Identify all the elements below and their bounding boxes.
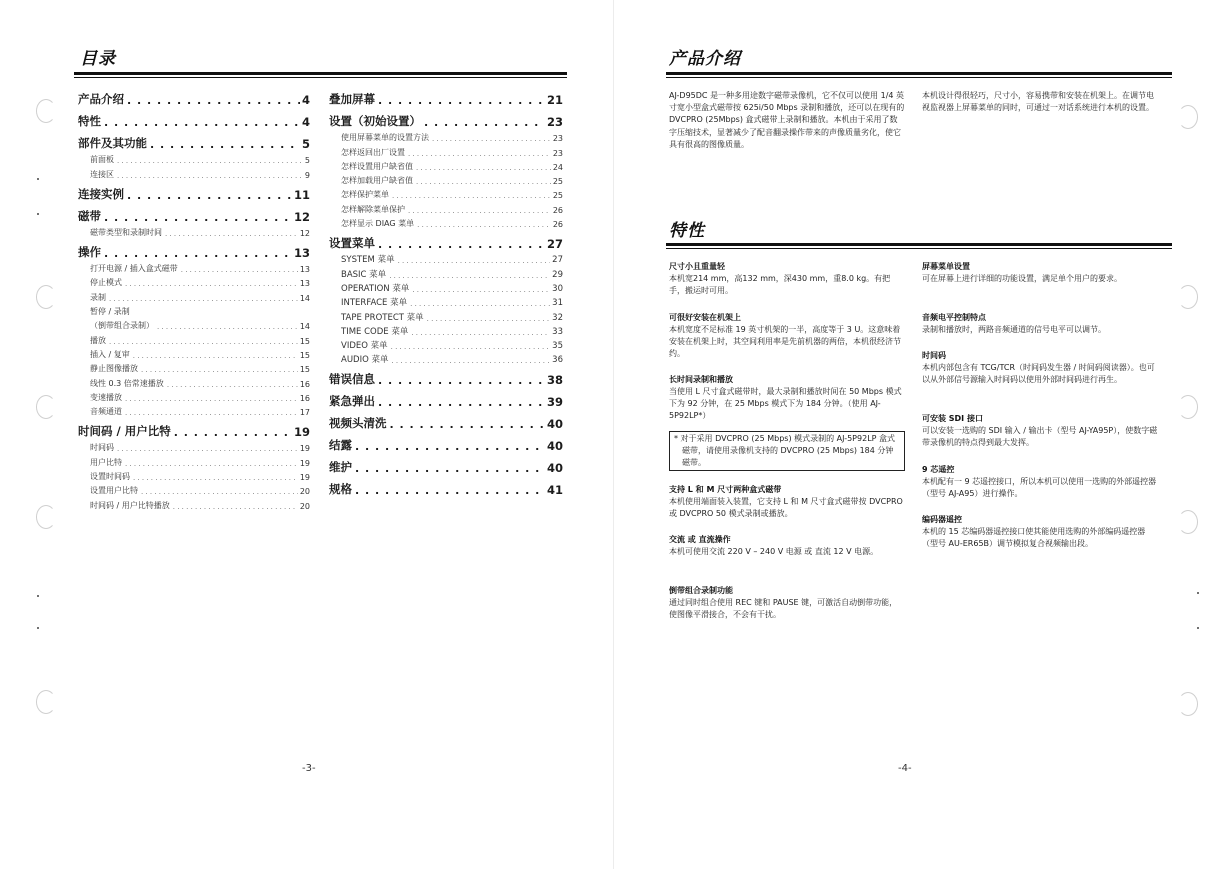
- toc-entry-label: （倒带组合录制）: [90, 320, 157, 331]
- toc-entry-page: 17: [299, 408, 310, 418]
- toc-entry-label: 时间码: [90, 442, 117, 453]
- toc-entry: [329, 265, 563, 279]
- feature-item: [669, 484, 905, 520]
- toc-entry-label: 磁带: [78, 208, 104, 224]
- toc-leader-dots: [133, 352, 298, 360]
- feature-title: 音频电平控制特点: [922, 313, 986, 322]
- toc-entry-page: 16: [299, 393, 310, 403]
- toc-leader-dots: [416, 178, 551, 186]
- toc-entry-label: 连接实例: [78, 186, 127, 202]
- feature-item: [669, 374, 905, 422]
- toc-entry-label: 操作: [78, 244, 104, 260]
- title-rule-thick: [74, 72, 567, 75]
- toc-entry: [78, 389, 310, 403]
- toc-entry-page: 33: [552, 326, 563, 337]
- toc-entry-page: 19: [293, 425, 310, 440]
- toc-entry: [78, 274, 310, 288]
- toc-leader-dots: [355, 484, 545, 497]
- toc-entry-page: 14: [299, 322, 310, 332]
- toc-entry: [78, 241, 310, 260]
- feature-item: [922, 261, 1158, 285]
- toc-entry: [78, 260, 310, 274]
- toc-entry-page: 5: [301, 137, 310, 151]
- toc-leader-dots: [391, 343, 551, 351]
- feature-title: 尺寸小且重量轻: [669, 262, 725, 271]
- toc-entry-label: 播放: [90, 335, 109, 346]
- feature-desc: 本机的 15 芯编码器遥控接口使其能使用选购的外部编码遥控器（型号 AU-ER65B）调节模拟复合视频输出段。: [922, 527, 1146, 548]
- page-number-left: -3-: [302, 763, 316, 774]
- toc-leader-dots: [432, 135, 551, 143]
- toc-entry-page: 16: [299, 379, 310, 389]
- toc-entry: [78, 468, 310, 482]
- toc-entry-label: 怎样返回出厂设置: [341, 147, 408, 158]
- toc-leader-dots: [104, 211, 292, 224]
- toc-entry: [329, 251, 563, 265]
- scan-speck: [37, 178, 39, 180]
- toc-entry: [78, 420, 310, 439]
- toc-entry: [329, 110, 563, 129]
- feature-title: 交流 或 直流操作: [669, 535, 731, 544]
- toc-entry-page: 9: [304, 170, 310, 180]
- toc-entry-page: 25: [552, 191, 563, 201]
- toc-entry: [329, 172, 563, 186]
- toc-entry-page: 23: [552, 134, 563, 144]
- toc-entry: [329, 308, 563, 322]
- punch-hole-mark: [36, 285, 56, 309]
- toc-entry-label: TAPE PROTECT 菜单: [341, 311, 427, 323]
- toc-entry: [329, 412, 563, 431]
- toc-entry: [78, 132, 310, 151]
- scan-speck: [37, 595, 39, 597]
- feature-item: [669, 261, 905, 297]
- toc-entry-label: 前面板: [90, 154, 117, 165]
- toc-leader-dots: [355, 440, 545, 453]
- feature-desc: 本机内部包含有 TCG/TCR（时间码发生器 / 时间码阅读器）。也可以从外部信号源输入时间码以使用外部时间码进行再生。: [922, 363, 1155, 384]
- features-rule-thin: [666, 248, 1172, 249]
- features-rule-thick: [666, 243, 1172, 246]
- toc-leader-dots: [117, 445, 298, 453]
- toc-entry-page: 20: [299, 501, 310, 511]
- feature-desc: 通过同时组合使用 REC 键和 PAUSE 键，可激活自动倒带功能，使图像平滑接合，不会有干扰。: [669, 598, 898, 619]
- punch-hole-mark: [36, 690, 56, 714]
- toc-entry-label: 怎样设置用户缺省值: [341, 161, 416, 172]
- toc-entry-page: 4: [301, 115, 310, 129]
- toc-entry-label: OPERATION 菜单: [341, 282, 412, 294]
- scan-speck: [37, 213, 39, 215]
- toc-entry-page: 23: [552, 148, 563, 158]
- toc-entry-label: 产品介绍: [78, 91, 127, 107]
- toc-leader-dots: [417, 221, 551, 229]
- toc-entry-label: BASIC 菜单: [341, 268, 389, 280]
- toc-leader-dots: [125, 395, 298, 403]
- toc-entry: [329, 294, 563, 308]
- toc-entry-page: 31: [552, 298, 563, 309]
- feature-item: [922, 514, 1158, 550]
- toc-leader-dots: [391, 357, 550, 365]
- feature-title: 编码器遥控: [922, 515, 962, 524]
- toc-entry-page: 15: [299, 350, 310, 360]
- toc-leader-dots: [416, 164, 551, 172]
- toc-entry: [329, 337, 563, 351]
- toc-entry: [78, 482, 310, 496]
- toc-entry-page: 19: [299, 473, 310, 483]
- feature-title: 时间码: [922, 351, 946, 360]
- toc-entry-label: 结露: [329, 437, 355, 453]
- toc-entry-label: 使用屏幕菜单的设置方法: [341, 132, 432, 143]
- toc-entry: [329, 143, 563, 157]
- toc-entry: [78, 374, 310, 388]
- section-title-features: 特性: [669, 221, 705, 241]
- toc-entry: [329, 323, 563, 337]
- toc-entry-label: 静止图像播放: [90, 363, 141, 374]
- toc-entry-label: 特性: [78, 113, 104, 129]
- toc-leader-dots: [424, 116, 545, 129]
- toc-leader-dots: [408, 207, 551, 215]
- page-title-intro: 产品介绍: [669, 49, 741, 69]
- toc-leader-dots: [104, 116, 300, 129]
- toc-entry-page: 40: [546, 439, 563, 454]
- feature-desc: 本机可使用交流 220 V – 240 V 电源 或 直流 12 V 电源。: [669, 547, 879, 556]
- toc-entry-page: 26: [552, 220, 563, 230]
- toc-entry-page: 26: [552, 205, 563, 215]
- toc-entry-label: 叠加屏幕: [329, 91, 378, 107]
- toc-entry-page: 21: [546, 93, 563, 107]
- toc-leader-dots: [398, 257, 551, 265]
- toc-entry: [329, 434, 563, 453]
- toc-leader-dots: [157, 323, 298, 331]
- toc-column-1: [78, 85, 310, 511]
- toc-leader-dots: [117, 172, 303, 180]
- feature-desc: 本机宽度不足标准 19 英寸机架的一半，高度等于 3 U。这意味着安装在机架上时，其空间利用率是先前机器的两倍，本机很经济节约。: [669, 325, 901, 358]
- toc-entry-page: 15: [299, 336, 310, 346]
- toc-entry: [78, 346, 310, 360]
- toc-entry: [78, 110, 310, 129]
- toc-leader-dots: [389, 272, 550, 280]
- toc-entry-label: VIDEO 菜单: [341, 339, 391, 351]
- toc-leader-dots: [127, 94, 300, 107]
- intro-rule-thick: [666, 72, 1172, 75]
- toc-leader-dots: [167, 381, 298, 389]
- toc-entry-label: 时间码 / 用户比特播放: [90, 500, 173, 511]
- punch-hole-mark: [36, 99, 56, 123]
- toc-entry-label: 设置用户比特: [90, 485, 141, 496]
- toc-leader-dots: [125, 280, 298, 288]
- toc-entry: [78, 205, 310, 224]
- toc-entry-label: 磁带类型和录制时间: [90, 227, 165, 238]
- toc-entry: [78, 303, 310, 317]
- toc-leader-dots: [104, 247, 292, 260]
- toc-leader-dots: [410, 300, 550, 308]
- toc-leader-dots: [427, 315, 551, 323]
- toc-entry-page: 12: [299, 228, 310, 238]
- toc-entry-page: 14: [299, 293, 310, 303]
- toc-entry: [329, 351, 563, 365]
- toc-leader-dots: [141, 366, 298, 374]
- title-rule-thin: [74, 77, 567, 78]
- toc-entry-page: 23: [546, 115, 563, 129]
- toc-entry-page: 39: [546, 395, 563, 410]
- toc-entry: [329, 200, 563, 214]
- toc-leader-dots: [109, 295, 298, 303]
- toc-entry-page: 11: [293, 187, 310, 202]
- toc-entry-page: 27: [552, 255, 563, 266]
- intro-paragraph-2: 本机设计得很轻巧，尺寸小，容易携带和安装在机架上。在调节电视监视器上屏幕菜单的同时，可通过一对话系统进行本机的设置。: [922, 91, 1154, 113]
- toc-leader-dots: [125, 409, 298, 417]
- toc-leader-dots: [150, 138, 300, 151]
- toc-leader-dots: [125, 460, 298, 468]
- toc-leader-dots: [408, 150, 551, 158]
- toc-entry: [329, 232, 563, 251]
- feature-desc: 可在屏幕上进行详细的功能设置，满足单个用户的要求。: [922, 274, 1122, 283]
- toc-entry-label: 音频通道: [90, 406, 125, 417]
- toc-entry-label: TIME CODE 菜单: [341, 325, 411, 337]
- feature-title: 可安装 SDI 接口: [922, 414, 983, 423]
- toc-entry-page: 38: [546, 373, 563, 388]
- toc-entry: [329, 158, 563, 172]
- punch-hole-mark: [1178, 510, 1198, 534]
- toc-entry-label: 怎样加载用户缺省值: [341, 175, 416, 186]
- punch-hole-mark: [1178, 105, 1198, 129]
- toc-leader-dots: [117, 157, 303, 165]
- toc-entry-page: 13: [299, 265, 310, 275]
- feature-desc: 本机宽214 mm，高132 mm，深430 mm，重8.0 kg。有把手，搬运时可用。: [669, 274, 891, 295]
- feature-title: 屏幕菜单设置: [922, 262, 970, 271]
- feature-desc: 本机配有一 9 芯遥控接口，所以本机可以使用一选购的外部遥控器（型号 AJ-A95）进行操作。: [922, 477, 1157, 498]
- toc-leader-dots: [173, 503, 298, 511]
- toc-entry-label: 线性 0.3 倍常速播放: [90, 378, 167, 389]
- toc-entry-page: 25: [552, 177, 563, 187]
- toc-entry-page: 27: [546, 237, 563, 252]
- feature-item: [922, 413, 1158, 449]
- toc-entry-label: 录制: [90, 292, 109, 303]
- toc-entry-label: 暂停 / 录制: [90, 306, 133, 317]
- toc-leader-dots: [165, 230, 298, 238]
- toc-leader-dots: [411, 329, 550, 337]
- feature-desc: 本机使用端面装入装置，它支持 L 和 M 尺寸盒式磁带按 DVCPRO 或 DVCPRO 50 模式录制或播放。: [669, 497, 903, 518]
- punch-hole-mark: [1178, 692, 1198, 716]
- toc-entry-page: 24: [552, 162, 563, 172]
- note-box: * 对于采用 DVCPRO (25 Mbps) 模式录制的 AJ-5P92LP 盒式磁带，请使用录像机支持的 DVCPRO (25 Mbps) 184 分钟磁带。: [669, 431, 905, 471]
- toc-entry: [329, 186, 563, 200]
- toc-entry-label: 时间码 / 用户比特: [78, 423, 174, 439]
- feature-item: [669, 534, 905, 558]
- page-title-contents: 目录: [80, 49, 116, 69]
- scan-speck: [37, 627, 39, 629]
- punch-hole-mark: [1178, 395, 1198, 419]
- toc-entry: [329, 390, 563, 409]
- toc-entry-label: INTERFACE 菜单: [341, 296, 410, 308]
- toc-entry-page: 15: [299, 365, 310, 375]
- toc-leader-dots: [127, 189, 292, 202]
- toc-column-2: [329, 85, 563, 497]
- toc-entry-page: 4: [301, 93, 310, 107]
- scan-speck: [1197, 627, 1199, 629]
- toc-entry-page: 40: [546, 461, 563, 476]
- toc-entry: [78, 331, 310, 345]
- toc-entry: [329, 456, 563, 475]
- toc-entry: [329, 88, 563, 107]
- toc-leader-dots: [141, 488, 298, 496]
- toc-leader-dots: [181, 266, 298, 274]
- toc-entry: [78, 88, 310, 107]
- toc-leader-dots: [133, 474, 298, 482]
- feature-desc: 可以安装一选购的 SDI 输入 / 输出卡（型号 AJ-YA95P），使数字磁带录像机的特点得到最大发挥。: [922, 426, 1158, 447]
- toc-entry-page: 35: [552, 341, 563, 352]
- feature-title: 可很好安装在机架上: [669, 313, 741, 322]
- toc-entry-page: 19: [299, 444, 310, 454]
- feature-item: [669, 312, 905, 360]
- toc-leader-dots: [109, 338, 298, 346]
- toc-entry-page: 41: [546, 483, 563, 498]
- toc-entry-label: 插入 / 复审: [90, 349, 133, 360]
- toc-entry-label: 紧急弹出: [329, 393, 378, 409]
- toc-entry-page: 13: [293, 245, 310, 260]
- toc-entry-label: 变速播放: [90, 392, 125, 403]
- feature-title: 长时间录制和播放: [669, 375, 733, 384]
- feature-title: 倒带组合录制功能: [669, 586, 733, 595]
- toc-entry-label: 连接区: [90, 169, 117, 180]
- toc-entry-label: 维护: [329, 459, 355, 475]
- toc-entry: [78, 403, 310, 417]
- toc-entry-label: 设置（初始设置）: [329, 113, 424, 129]
- toc-entry: [78, 360, 310, 374]
- punch-hole-mark: [1178, 285, 1198, 309]
- toc-leader-dots: [378, 374, 545, 387]
- feature-item: [669, 585, 905, 621]
- toc-entry-label: 视频头清洗: [329, 415, 390, 431]
- punch-hole-mark: [36, 505, 56, 529]
- toc-entry: [329, 280, 563, 294]
- page-number-right: -4-: [898, 763, 912, 774]
- toc-leader-dots: [378, 396, 545, 409]
- feature-title: 支持 L 和 M 尺寸两种盒式磁带: [669, 485, 782, 494]
- toc-entry-page: 30: [552, 283, 563, 294]
- toc-leader-dots: [174, 426, 292, 439]
- toc-entry-label: 用户比特: [90, 457, 125, 468]
- toc-leader-dots: [412, 286, 550, 294]
- toc-leader-dots: [390, 418, 545, 431]
- toc-entry-label: 设置时间码: [90, 471, 133, 482]
- toc-entry-label: 打开电源 / 插入盒式磁带: [90, 263, 181, 274]
- toc-entry: [329, 368, 563, 387]
- toc-entry-page: 20: [299, 487, 310, 497]
- toc-entry: [78, 317, 310, 331]
- intro-rule-thin: [666, 77, 1172, 78]
- toc-entry-page: 19: [299, 458, 310, 468]
- toc-leader-dots: [378, 94, 545, 107]
- toc-entry-label: SYSTEM 菜单: [341, 253, 398, 265]
- toc-entry-page: 13: [299, 279, 310, 289]
- toc-entry-label: 怎样显示 DIAG 菜单: [341, 218, 417, 229]
- toc-leader-dots: [378, 238, 545, 251]
- toc-entry-page: 29: [552, 269, 563, 280]
- feature-item: [922, 464, 1158, 500]
- toc-entry: [78, 453, 310, 467]
- punch-hole-mark: [36, 395, 56, 419]
- feature-item: [922, 350, 1158, 386]
- toc-entry: [78, 496, 310, 510]
- toc-entry: [78, 224, 310, 238]
- toc-entry-label: 设置菜单: [329, 235, 378, 251]
- toc-leader-dots: [355, 462, 545, 475]
- toc-entry: [329, 215, 563, 229]
- feature-desc: 录制和播放时，两路音频通道的信号电平可以调节。: [922, 325, 1106, 334]
- toc-entry-page: 40: [546, 417, 563, 432]
- toc-entry: [329, 129, 563, 143]
- toc-leader-dots: [392, 192, 551, 200]
- toc-entry-label: 停止模式: [90, 277, 125, 288]
- toc-entry-label: 部件及其功能: [78, 135, 150, 151]
- intro-paragraph-1: AJ-D95DC 是一种多用途数字磁带录像机，它不仅可以使用 1/4 英寸宽小型盒式磁带按 625i/50 Mbps 录制和播放，还可以在现有的 DVCPRO (25Mbps) 盒式磁带上录制和播放。本机由于采用了数字压缩技术，显著减少了配音翻录操作带来的声像质量劣化，使它具有很高的图像质量。: [669, 91, 905, 149]
- toc-entry: [78, 183, 310, 202]
- toc-entry-label: 怎样保护菜单: [341, 189, 392, 200]
- feature-item: [922, 312, 1158, 336]
- toc-entry-label: 错误信息: [329, 371, 378, 387]
- right-page-intro-features: [614, 0, 1228, 869]
- toc-entry-page: 36: [552, 355, 563, 366]
- toc-entry: [329, 478, 563, 497]
- toc-entry-label: AUDIO 菜单: [341, 353, 391, 365]
- toc-entry-label: 怎样解除菜单保护: [341, 204, 408, 215]
- toc-entry: [78, 439, 310, 453]
- toc-entry-page: 12: [293, 209, 310, 224]
- toc-entry: [78, 288, 310, 302]
- toc-entry: [78, 165, 310, 179]
- toc-entry-label: 规格: [329, 481, 355, 497]
- feature-desc: 当使用 L 尺寸盒式磁带时，最大录制和播放时间在 50 Mbps 模式下为 92 分钟，在 25 Mbps 模式下为 184 分钟。（使用 AJ-5P92LP*）: [669, 387, 902, 420]
- toc-entry: [78, 151, 310, 165]
- toc-entry-page: 5: [304, 156, 310, 166]
- feature-title: 9 芯遥控: [922, 465, 955, 474]
- toc-entry-page: 32: [552, 312, 563, 323]
- scan-speck: [1197, 592, 1199, 594]
